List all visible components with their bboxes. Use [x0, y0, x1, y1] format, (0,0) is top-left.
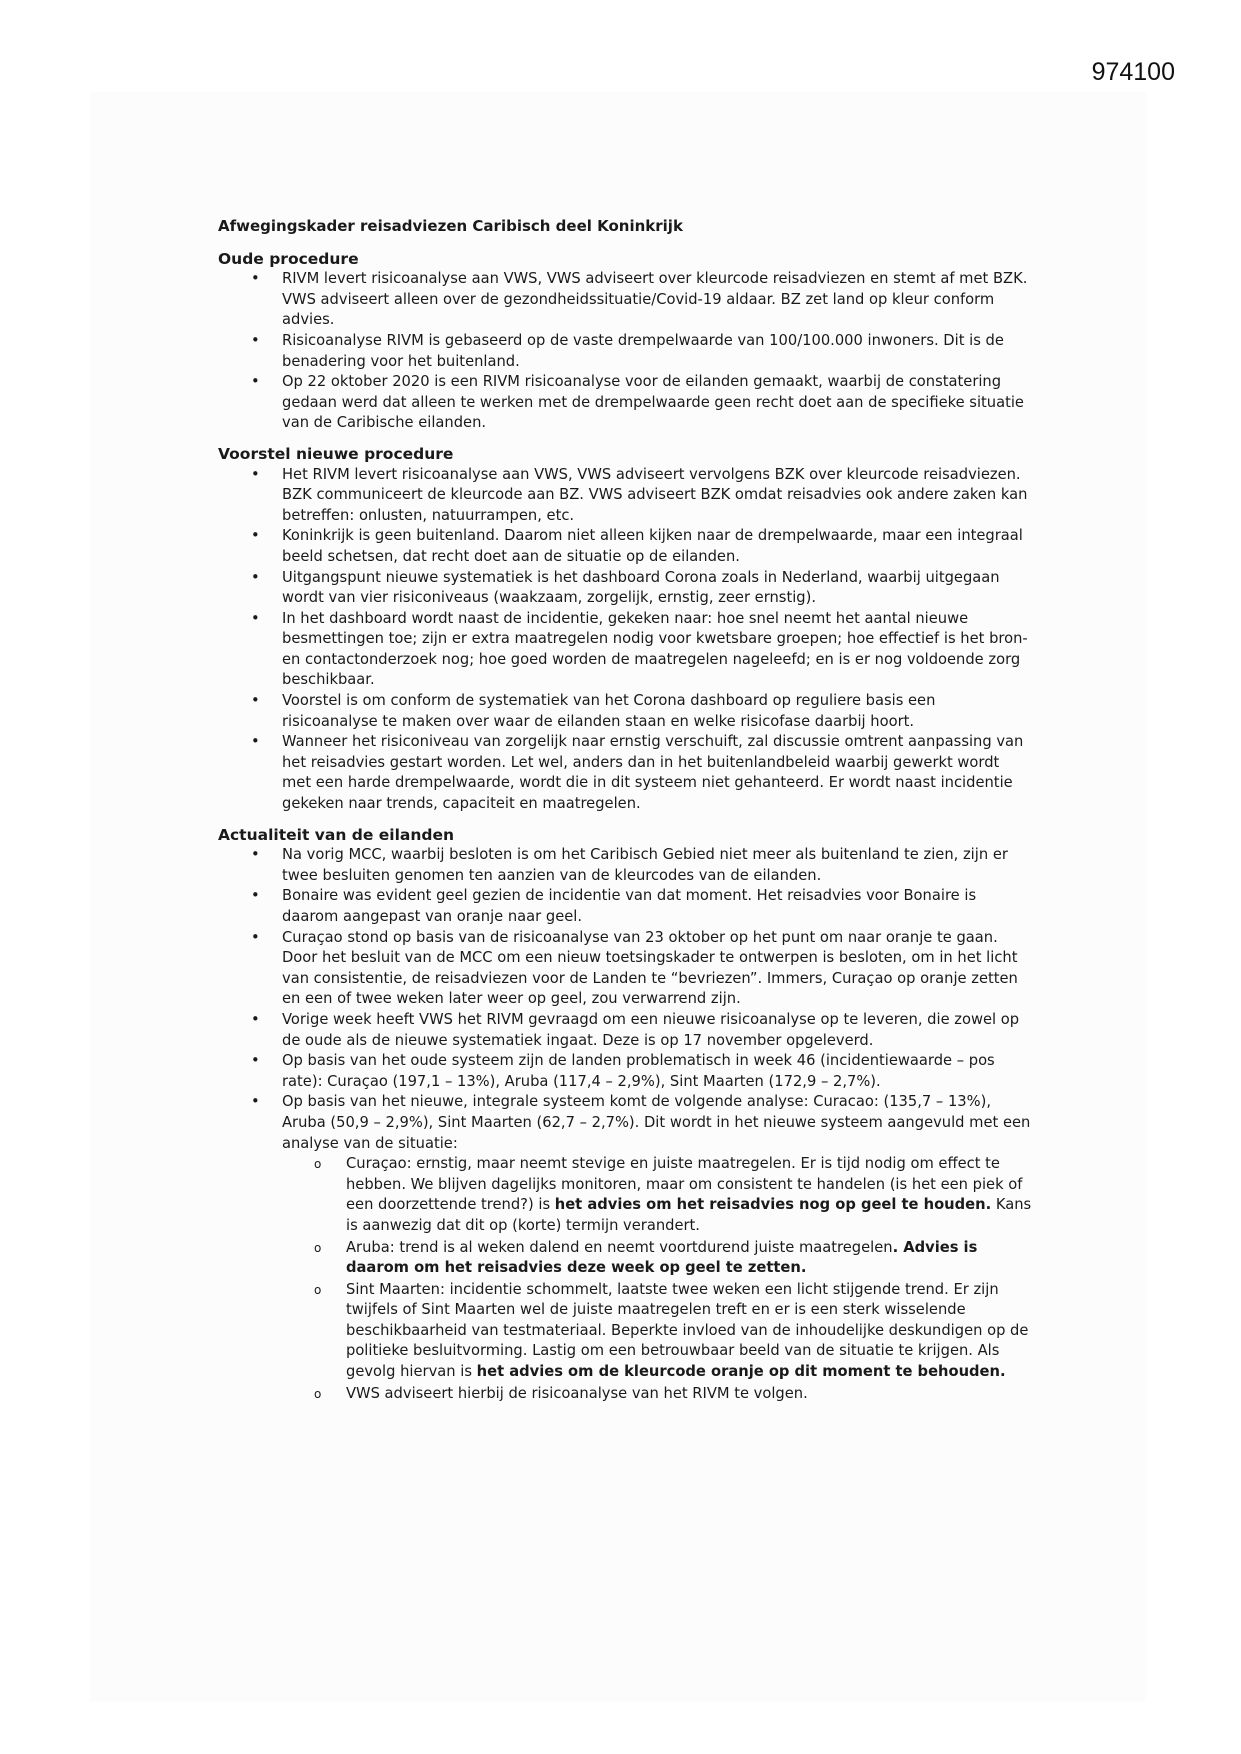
- list-item: [282, 1092, 1033, 1404]
- list-item: • Na vorig MCC, waarbij besloten is om het Caribisch Gebied niet meer als buitenland te zien, zijn er twee besluiten genomen ten aanzien van de kleurcodes van de eilanden.: [282, 845, 1033, 886]
- sub-item-text: Aruba: trend is al weken dalend en neemt voortdurend juiste maatregelen: [346, 1238, 893, 1256]
- list-item: • Bonaire was evident geel gezien de incidentie van dat moment. Het reisadvies voor Bonaire is daarom aangepast van oranje naar geel.: [282, 886, 1033, 927]
- section-actualiteit-eilanden: [218, 825, 1033, 1405]
- list-item: • Op 22 oktober 2020 is een RIVM risicoanalyse voor de eilanden gemaakt, waarbij de constatering gedaan werd dat alleen te werken met de drempelwaarde geen recht doet aan de specifieke situatie van de Caribische eilanden.: [282, 372, 1033, 434]
- document-id: 974100: [1091, 58, 1175, 86]
- list-item-text: Op basis van het nieuwe, integrale systeem komt de volgende analyse: Curacao: (135,7 – 13%), Aruba (50,9 – 2,9%), Sint Maarten (62,7 – 2,7%). Dit wordt in het nieuwe systeem aangevuld met een analyse van de situatie:: [282, 1093, 1031, 1152]
- section-heading: Voorstel nieuwe procedure: [218, 444, 454, 463]
- sub-item-bold-text: het advies om de kleurcode oranje op dit moment te behouden.: [476, 1363, 1006, 1381]
- list-item: • Uitgangspunt nieuwe systematiek is het dashboard Corona zoals in Nederland, waarbij uitgegaan wordt van vier risiconiveaus (waakzaam, zorgelijk, ernstig, zeer ernstig).: [282, 568, 1033, 609]
- bullet-list: [218, 845, 1033, 1404]
- document-body: [218, 216, 1033, 1414]
- list-item: • Op basis van het oude systeem zijn de landen problematisch in week 46 (incidentiewaarde – pos rate): Curaçao (197,1 – 13%), Aruba (117,4 – 2,9%), Sint Maarten (172,9 – 2,7%).: [282, 1051, 1033, 1092]
- section-voorstel-nieuwe-procedure: [218, 444, 1033, 815]
- section-oude-procedure: [218, 249, 1033, 434]
- sub-list-item-sint-maarten: [346, 1280, 1033, 1383]
- section-heading: Actualiteit van de eilanden: [218, 825, 455, 844]
- sub-item-text: VWS adviseert hierbij de risicoanalyse van het RIVM te volgen.: [346, 1384, 808, 1402]
- list-item: • Voorstel is om conform de systematiek van het Corona dashboard op reguliere basis een risicoanalyse te maken over waar de eilanden staan en welke risicofase daarbij hoort.: [282, 691, 1033, 732]
- list-item: • Curaçao stond op basis van de risicoanalyse van 23 oktober op het punt om naar oranje te gaan. Door het besluit van de MCC om een nieuw toetsingskader te ontwerpen is besloten, om in het licht van consistentie, de reisadviezen voor de Landen te “bevriezen”. Immers, Curaçao op oranje zetten en een of twee weken later weer op geel, zou verwarrend zijn.: [282, 928, 1033, 1010]
- list-item: • Wanneer het risiconiveau van zorgelijk naar ernstig verschuift, zal discussie omtrent aanpassing van het reisadvies gestart worden. Let wel, anders dan in het buitenlandbeleid waarbij gewerkt wordt met een harde drempelwaarde, wordt die in dit systeem niet gehanteerd. Er wordt naast incidentie gekeken naar trends, capaciteit en maatregelen.: [282, 732, 1033, 814]
- bullet-list: [218, 269, 1033, 434]
- sub-list-item-aruba: [346, 1238, 1033, 1279]
- sub-bullet-list: [282, 1154, 1033, 1404]
- list-item: • Het RIVM levert risicoanalyse aan VWS, VWS adviseert vervolgens BZK over kleurcode reisadviezen. BZK communiceert de kleurcode aan BZ. VWS adviseert BZK omdat reisadvies ook andere zaken kan betreffen: onlusten, natuurrampen, etc.: [282, 465, 1033, 527]
- bullet-list: [218, 465, 1033, 815]
- list-item: • Vorige week heeft VWS het RIVM gevraagd om een nieuwe risicoanalyse op te leveren, die zowel op de oude als de nieuwe systematiek ingaat. Deze is op 17 november opgeleverd.: [282, 1010, 1033, 1051]
- section-heading: Oude procedure: [218, 249, 359, 268]
- sub-item-text: Curaçao: ernstig, maar neemt stevige en juiste maatregelen. Er is tijd nodig om effect te hebben. We blijven dagelijks monitoren, maar om consistent te handelen (is het een piek of een doorzettende trend?) is: [346, 1155, 1023, 1214]
- sub-item-bold-text: het advies om het reisadvies nog op geel te houden.: [554, 1196, 992, 1214]
- sub-list-item-vws: [346, 1384, 1033, 1405]
- sub-item-bold-text: . Advies is daarom om het reisadvies deze week op geel te zetten.: [346, 1238, 978, 1277]
- list-item: • Risicoanalyse RIVM is gebaseerd op de vaste drempelwaarde van 100/100.000 inwoners. Dit is de benadering voor het buitenland.: [282, 331, 1033, 372]
- list-item: • Koninkrijk is geen buitenland. Daarom niet alleen kijken naar de drempelwaarde, maar een integraal beeld schetsen, dat recht doet aan de situatie op de eilanden.: [282, 526, 1033, 567]
- sub-list-item-curacao: [346, 1154, 1033, 1236]
- list-item: • RIVM levert risicoanalyse aan VWS, VWS adviseert over kleurcode reisadviezen en stemt af met BZK. VWS adviseert alleen over de gezondheidssituatie/Covid-19 aldaar. BZ zet land op kleur conform advies.: [282, 269, 1033, 331]
- list-item: • In het dashboard wordt naast de incidentie, gekeken naar: hoe snel neemt het aantal nieuwe besmettingen toe; zijn er extra maatregelen nodig voor kwetsbare groepen; hoe effectief is het bron- en contactonderzoek nog; hoe goed worden de maatregelen nageleefd; en is er nog voldoende zorg beschikbaar.: [282, 609, 1033, 691]
- sub-item-text: Sint Maarten: incidentie schommelt, laatste twee weken een licht stijgende trend. Er zijn twijfels of Sint Maarten wel de juiste maatregelen treft en er is een sterk wisselende beschikbaarheid van testmateriaal. Beperkte invloed van de inhoudelijke deskundigen op de politieke besluitvorming. Lastig om een betrouwbaar beeld van de situatie te krijgen. Als gevolg hiervan is: [346, 1280, 1029, 1381]
- sub-item-trailing-text: Kans is aanwezig dat dit op (korte) termijn verandert.: [346, 1196, 1032, 1234]
- document-title: Afwegingskader reisadviezen Caribisch deel Koninkrijk: [218, 217, 683, 235]
